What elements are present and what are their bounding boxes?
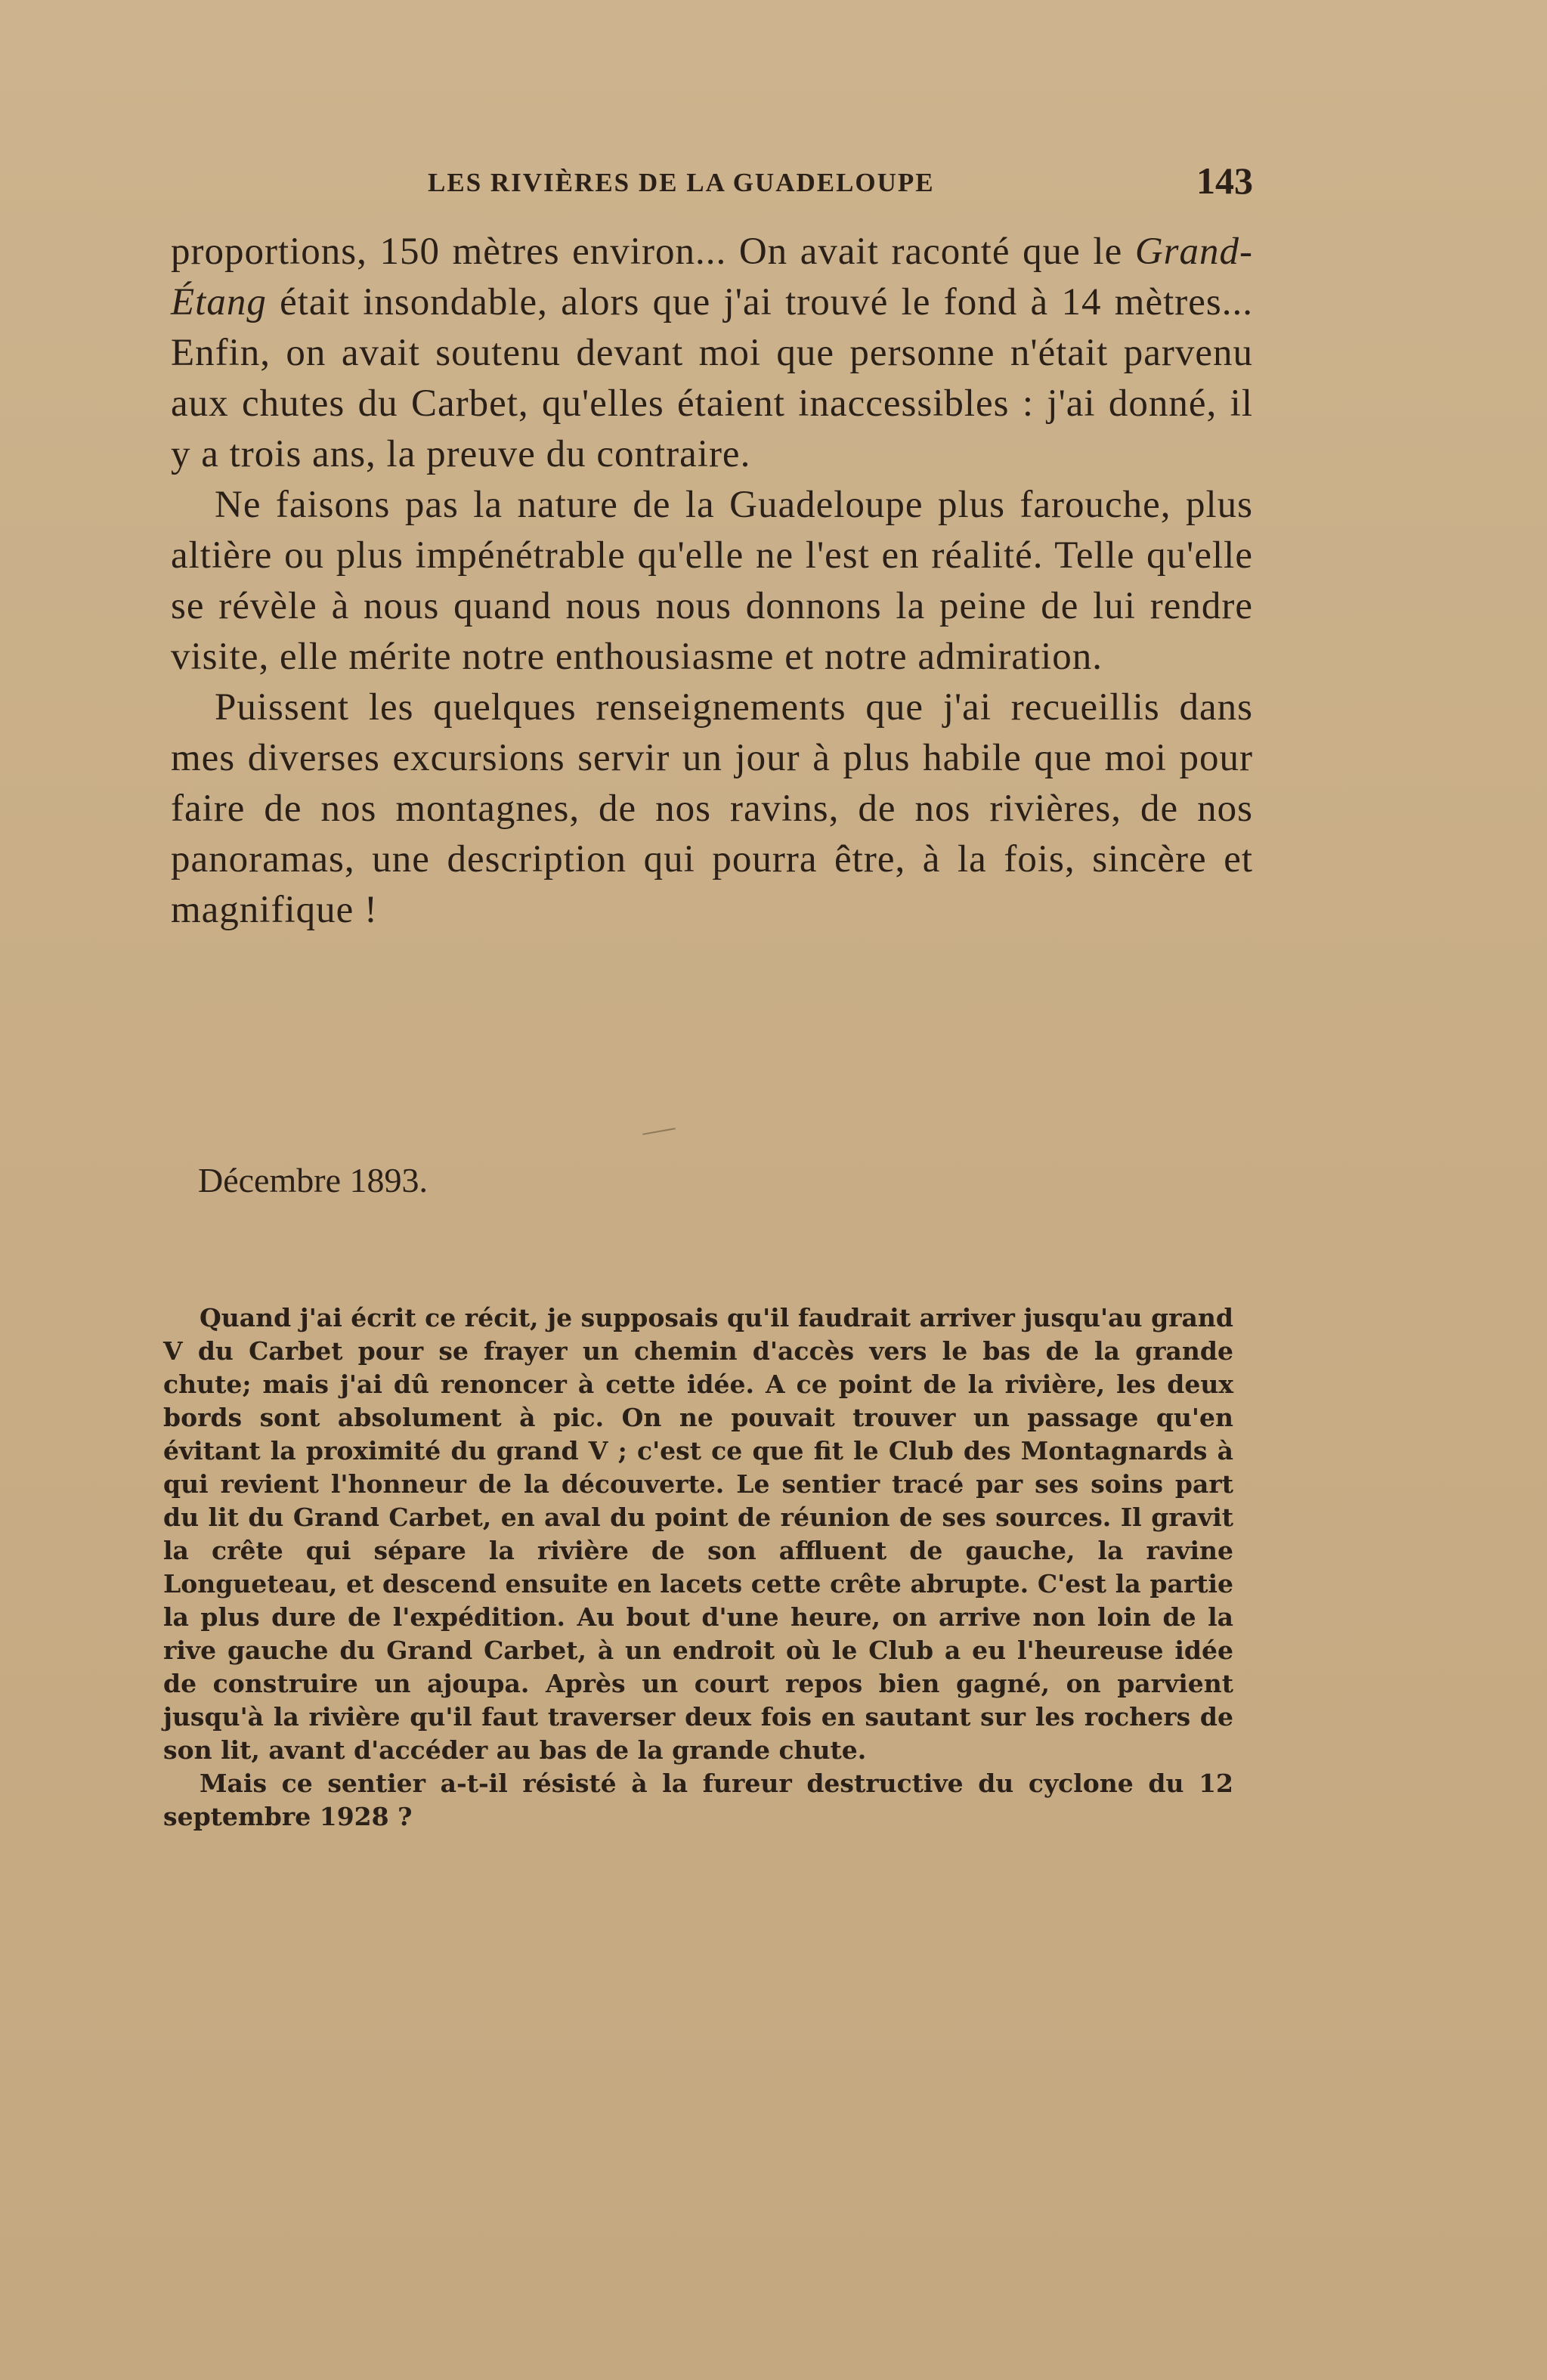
paragraph: Ne faisons pas la nature de la Guadeloupe plus farouche, plus altière ou plus impénétrable qu'elle ne l'est en réalité. Telle qu'elle se révèle à nous quand nous nous donnons la peine de lui rendre visite, elle mérite notre enthousiasme et notre admiration. — [171, 484, 1253, 678]
decorative-rule — [642, 1128, 676, 1135]
paragraph-continuation — [171, 227, 1253, 480]
page-number: 143 — [1196, 159, 1253, 202]
running-head: LES RIVIÈRES DE LA GUADELOUPE — [428, 168, 935, 197]
footnote-paragraph: Quand j'ai écrit ce récit, je supposais qu'il faudrait arriver jusqu'au grand V du Carbet pour se frayer un chemin d'accès vers le bas de la grande chute; mais j'ai dû renoncer à cette idée. A ce point de la rivière, les deux bords sont absolument à pic. On ne pouvait trouver un passage qu'en évitant la proximité du grand V ; c'est ce que fit le Club des Montagnards à qui revient l'honneur de la découverte. Le sentier tracé par ses soins part du lit du Grand Carbet, en aval du point de réunion de ses sources. Il gravit la crête qui sépare la rivière de son affluent de gauche, la ravine Longueteau, et descend ensuite en lacets cette crête abrupte. C'est la partie la plus dure de l'expédition. Au bout d'une heure, on arrive non loin de la rive gauche du Grand Carbet, à un endroit où le Club a eu l'heureuse idée de construire un ajoupa. Après un court repos bien gagné, on parvient jusqu'à la rivière qu'il faut traverser deux fois en sautant sur les rochers de son lit, avant d'accéder au bas de la grande chute. — [163, 1303, 1233, 1765]
date-line: Décembre 1893. — [198, 1161, 428, 1199]
footnote — [163, 1301, 1233, 1834]
paragraph-text: proportions, 150 mètres environ... On avait raconté que le — [171, 231, 1135, 273]
paragraph: Puissent les quelques renseignements que j'ai recueillis dans mes diverses excursions servir un jour à plus habile que moi pour faire de nos montagnes, de nos ravins, de nos rivières, de nos panoramas, une description qui pourra être, à la fois, sincère et magnifique ! — [171, 686, 1253, 931]
footnote-paragraph: Mais ce sentier a-t-il résisté à la fureur destructive du cyclone du 12 septembre 1928 ? — [163, 1769, 1233, 1831]
page-header — [171, 159, 1253, 204]
paragraph-text: était insondable, alors que j'ai trouvé le fond à 14 mètres... Enfin, on avait soutenu devant moi que personne n'était parvenu aux chutes du Carbet, qu'elles étaient inaccessibles : j'ai donné, il y a trois ans, la preuve du contraire. — [171, 281, 1253, 475]
main-text — [171, 227, 1253, 936]
italic-place-name: Grand-Étang — [171, 231, 1253, 323]
